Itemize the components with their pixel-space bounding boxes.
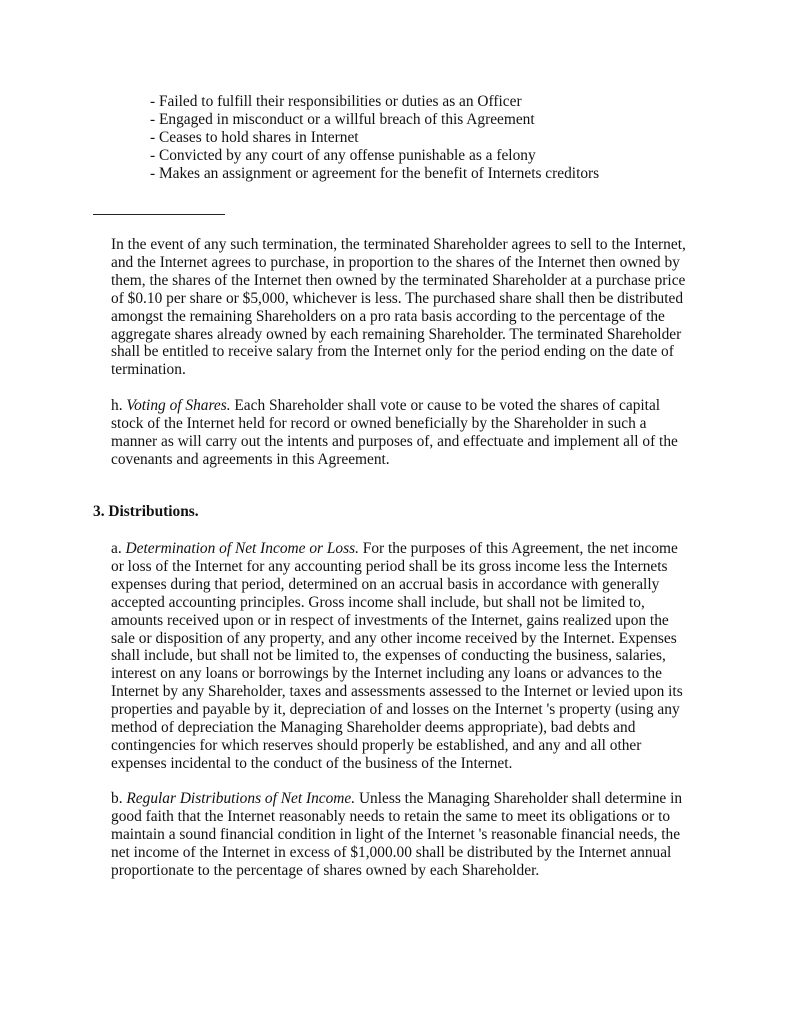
regular-distributions-paragraph	[111, 790, 691, 880]
list-item: - Failed to fulfill their responsibilities or duties as an Officer	[150, 93, 522, 110]
clause-body: Unless the Managing Shareholder shall determine in good faith that the Internet reasonably needs to retain the same to meet its obligations or to maintain a sound financial condition in light of the Internet 's reasonable financial needs, the net income of the Internet in excess of $1,000.00 shall be distributed by the Internet annual proportionate to the percentage of shares owned by each Shareholder.	[111, 790, 683, 879]
list-item: - Convicted by any court of any offense punishable as a felony	[150, 146, 536, 164]
list-item: - Engaged in misconduct or a willful breach of this Agreement	[150, 110, 535, 128]
termination-paragraph: In the event of any such termination, the terminated Shareholder agrees to sell to the Internet, and the Internet agrees to purchase, in proportion to the shares of the Internet then owned by them, the shares of the Internet then owned by the terminated Shareholder at a purchase price of $0.10 per share or $5,000, whichever is less. The purchased share shall then be distributed amongst the remaining Shareholders on a pro rata basis according to the percentage of the aggregate shares already owned by each remaining Shareholder. The terminated Shareholder shall be entitled to receive salary from the Internet only for the period ending on the date of termination.	[111, 236, 686, 379]
clause-prefix: a.	[111, 540, 126, 557]
termination-grounds-list	[150, 93, 599, 183]
voting-of-shares-paragraph	[111, 397, 691, 469]
list-item: - Ceases to hold shares in Internet	[150, 128, 359, 146]
clause-title: Determination of Net Income or Loss.	[125, 540, 359, 557]
footnote-separator-rule	[93, 214, 225, 215]
section-heading: 3. Distributions.	[93, 503, 199, 520]
net-income-paragraph	[111, 540, 691, 773]
clause-prefix: h.	[111, 397, 127, 414]
clause-body: For the purposes of this Agreement, the net income or loss of the Internet for any accounting period shall be its gross income less the Internets expenses during that period, determined on an accrual basis in accordance with generally accepted accounting principles. Gross income shall include, but shall not be limited to, amounts received upon or in respect of investments of the Internet, gains realized upon the sale or disposition of any property, and any other income received by the Internet. Expenses shall include, but shall not be limited to, the expenses of conducting the business, salaries, interest on any loans or borrowings by the Internet including any loans or advances to the Internet by any Shareholder, taxes and assessments assessed to the Internet or levied upon its properties and payable by it, depreciation of and losses on the Internet 's property (using any method of depreciation the Managing Shareholder deems appropriate), bad debts and contingencies for which reserves should properly be established, and any and all other expenses incidental to the conduct of the business of the Internet.	[111, 540, 683, 772]
clause-title: Voting of Shares.	[126, 397, 231, 414]
clause-body: Each Shareholder shall vote or cause to be voted the shares of capital stock of the Internet held for record or owned beneficially by the Shareholder in such a manner as will carry out the intents and purposes of, and effectuate and implement all of the covenants and agreements in this Agreement.	[111, 397, 678, 468]
list-item: - Makes an assignment or agreement for the benefit of Internets creditors	[150, 164, 600, 182]
clause-title: Regular Distributions of Net Income.	[126, 790, 356, 807]
clause-prefix: b.	[111, 790, 127, 807]
